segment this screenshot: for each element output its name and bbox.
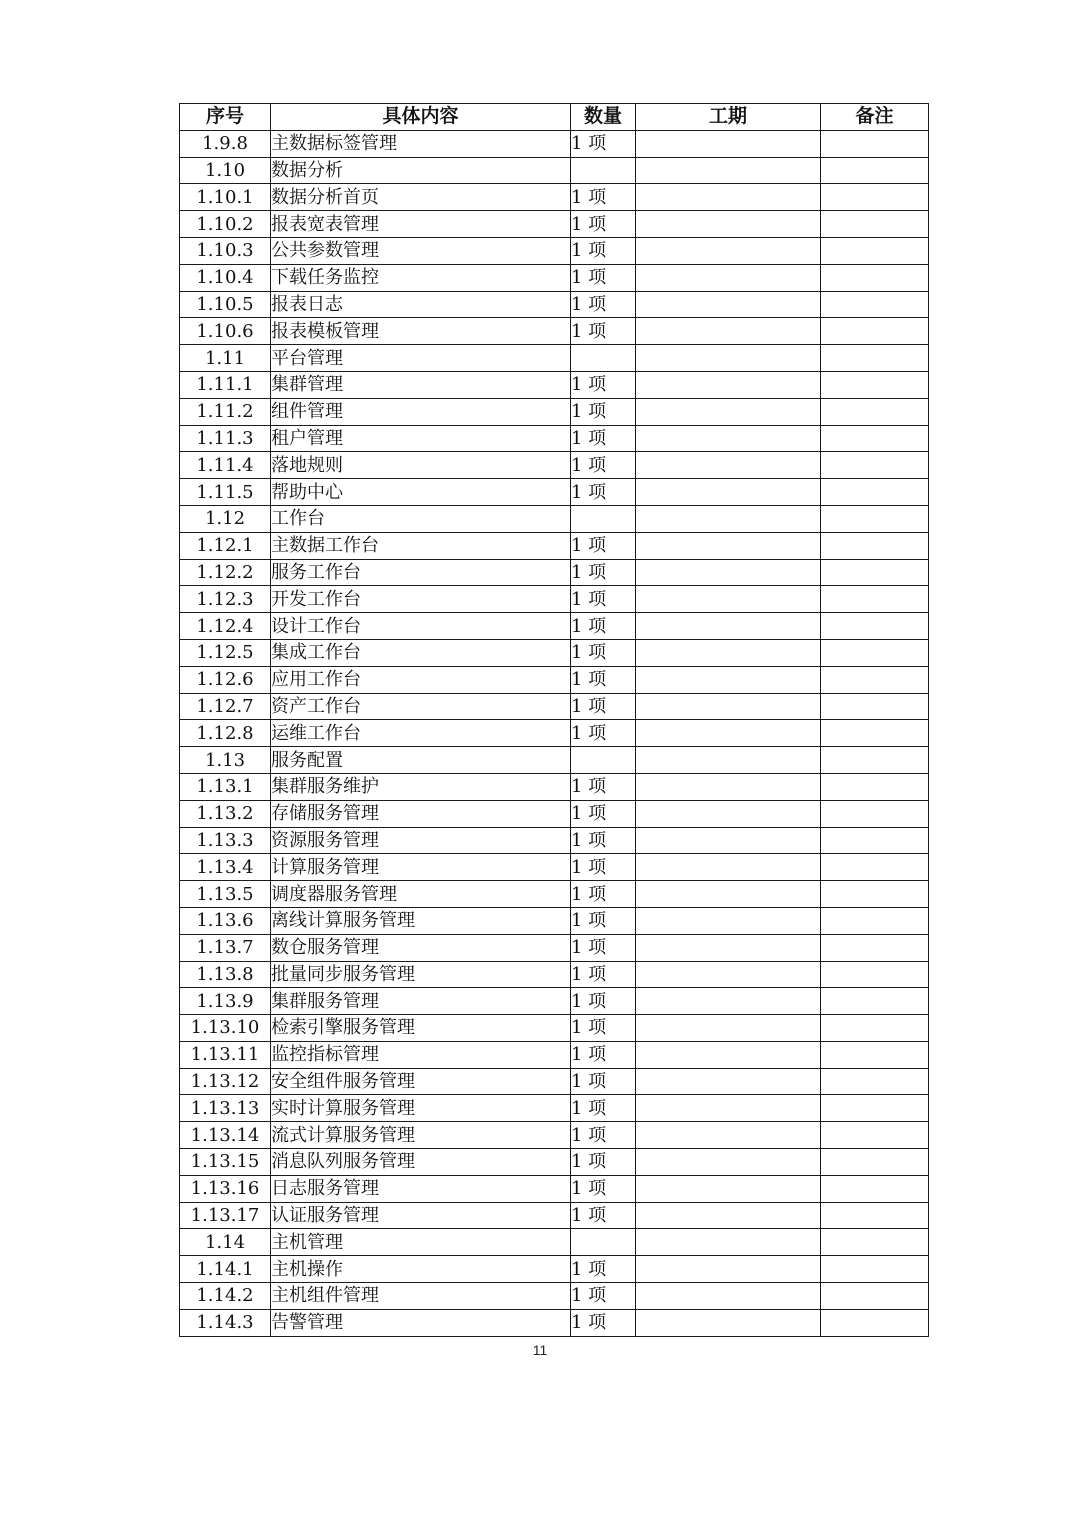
row-content: 集群服务维护 — [271, 773, 571, 800]
row-remarks — [821, 211, 929, 238]
row-quantity: 1 项 — [571, 720, 636, 747]
row-remarks — [821, 505, 929, 532]
header-quantity: 数量 — [571, 104, 636, 131]
table-row — [180, 1015, 929, 1042]
row-serial-number: 1.13.1 — [180, 773, 271, 800]
row-quantity: 1 项 — [571, 854, 636, 881]
row-content: 设计工作台 — [271, 613, 571, 640]
row-content: 调度器服务管理 — [271, 881, 571, 908]
row-serial-number: 1.11.1 — [180, 371, 271, 398]
row-quantity: 1 项 — [571, 1202, 636, 1229]
row-quantity: 1 项 — [571, 586, 636, 613]
table-row — [180, 639, 929, 666]
row-period — [636, 291, 821, 318]
row-period — [636, 237, 821, 264]
table-row — [180, 425, 929, 452]
row-serial-number: 1.12.1 — [180, 532, 271, 559]
row-serial-number: 1.9.8 — [180, 130, 271, 157]
row-period — [636, 988, 821, 1015]
row-quantity: 1 项 — [571, 666, 636, 693]
row-quantity: 1 项 — [571, 291, 636, 318]
row-period — [636, 854, 821, 881]
row-period — [636, 1015, 821, 1042]
row-quantity: 1 项 — [571, 1283, 636, 1310]
row-remarks — [821, 318, 929, 345]
row-remarks — [821, 666, 929, 693]
row-period — [636, 1309, 821, 1336]
row-content: 数据分析 — [271, 157, 571, 184]
row-serial-number: 1.13.6 — [180, 907, 271, 934]
row-serial-number: 1.12.5 — [180, 639, 271, 666]
row-quantity: 1 项 — [571, 264, 636, 291]
row-period — [636, 264, 821, 291]
row-serial-number: 1.13.10 — [180, 1015, 271, 1042]
table-row — [180, 398, 929, 425]
row-content: 日志服务管理 — [271, 1175, 571, 1202]
row-period — [636, 211, 821, 238]
row-quantity: 1 项 — [571, 1015, 636, 1042]
row-remarks — [821, 639, 929, 666]
row-remarks — [821, 345, 929, 372]
row-content: 组件管理 — [271, 398, 571, 425]
row-period — [636, 720, 821, 747]
row-remarks — [821, 130, 929, 157]
row-remarks — [821, 479, 929, 506]
row-period — [636, 479, 821, 506]
row-period — [636, 693, 821, 720]
row-serial-number: 1.11.5 — [180, 479, 271, 506]
row-content: 计算服务管理 — [271, 854, 571, 881]
row-content: 运维工作台 — [271, 720, 571, 747]
table-row — [180, 961, 929, 988]
row-serial-number: 1.13.4 — [180, 854, 271, 881]
row-content: 认证服务管理 — [271, 1202, 571, 1229]
row-remarks — [821, 1041, 929, 1068]
row-serial-number: 1.10 — [180, 157, 271, 184]
table-row — [180, 907, 929, 934]
row-period — [636, 184, 821, 211]
row-content: 主机管理 — [271, 1229, 571, 1256]
row-period — [636, 639, 821, 666]
row-content: 资源服务管理 — [271, 827, 571, 854]
row-quantity: 1 项 — [571, 827, 636, 854]
row-quantity: 1 项 — [571, 1175, 636, 1202]
table-row — [180, 1202, 929, 1229]
table-row — [180, 1095, 929, 1122]
row-remarks — [821, 291, 929, 318]
row-remarks — [821, 237, 929, 264]
row-remarks — [821, 1015, 929, 1042]
table-row — [180, 371, 929, 398]
row-serial-number: 1.13.14 — [180, 1122, 271, 1149]
row-period — [636, 747, 821, 774]
row-quantity: 1 项 — [571, 881, 636, 908]
row-serial-number: 1.11.4 — [180, 452, 271, 479]
row-serial-number: 1.13.9 — [180, 988, 271, 1015]
row-period — [636, 398, 821, 425]
row-serial-number: 1.10.4 — [180, 264, 271, 291]
table-row — [180, 452, 929, 479]
row-serial-number: 1.12.6 — [180, 666, 271, 693]
row-serial-number: 1.12 — [180, 505, 271, 532]
row-content: 报表模板管理 — [271, 318, 571, 345]
table-header — [180, 104, 929, 131]
row-remarks — [821, 854, 929, 881]
row-quantity: 1 项 — [571, 1068, 636, 1095]
row-content: 数仓服务管理 — [271, 934, 571, 961]
row-period — [636, 827, 821, 854]
row-remarks — [821, 371, 929, 398]
row-serial-number: 1.11.3 — [180, 425, 271, 452]
row-remarks — [821, 1175, 929, 1202]
table-row — [180, 586, 929, 613]
table-row — [180, 184, 929, 211]
row-content: 帮助中心 — [271, 479, 571, 506]
row-period — [636, 1041, 821, 1068]
row-quantity: 1 项 — [571, 211, 636, 238]
row-remarks — [821, 1309, 929, 1336]
row-period — [636, 934, 821, 961]
row-content: 集成工作台 — [271, 639, 571, 666]
work-items-table — [179, 103, 929, 1337]
row-quantity: 1 项 — [571, 988, 636, 1015]
row-period — [636, 1175, 821, 1202]
row-serial-number: 1.13.8 — [180, 961, 271, 988]
row-serial-number: 1.12.8 — [180, 720, 271, 747]
row-content: 告警管理 — [271, 1309, 571, 1336]
table-row — [180, 1175, 929, 1202]
row-quantity: 1 项 — [571, 934, 636, 961]
table-row — [180, 211, 929, 238]
row-remarks — [821, 264, 929, 291]
row-period — [636, 559, 821, 586]
row-period — [636, 1068, 821, 1095]
row-quantity: 1 项 — [571, 800, 636, 827]
row-content: 资产工作台 — [271, 693, 571, 720]
table-row — [180, 800, 929, 827]
row-remarks — [821, 773, 929, 800]
row-quantity: 1 项 — [571, 1122, 636, 1149]
row-quantity: 1 项 — [571, 613, 636, 640]
row-serial-number: 1.10.1 — [180, 184, 271, 211]
row-remarks — [821, 1256, 929, 1283]
row-remarks — [821, 1095, 929, 1122]
row-quantity — [571, 345, 636, 372]
row-remarks — [821, 1122, 929, 1149]
row-remarks — [821, 961, 929, 988]
row-period — [636, 613, 821, 640]
table-row — [180, 1283, 929, 1310]
row-period — [636, 1229, 821, 1256]
row-period — [636, 1256, 821, 1283]
row-serial-number: 1.11 — [180, 345, 271, 372]
row-period — [636, 157, 821, 184]
table-row — [180, 693, 929, 720]
table-row — [180, 532, 929, 559]
row-quantity: 1 项 — [571, 1309, 636, 1336]
table-row — [180, 881, 929, 908]
row-period — [636, 881, 821, 908]
row-content: 离线计算服务管理 — [271, 907, 571, 934]
table-row — [180, 1256, 929, 1283]
row-content: 流式计算服务管理 — [271, 1122, 571, 1149]
table-row — [180, 318, 929, 345]
row-remarks — [821, 1068, 929, 1095]
row-serial-number: 1.14.3 — [180, 1309, 271, 1336]
row-remarks — [821, 398, 929, 425]
row-content: 数据分析首页 — [271, 184, 571, 211]
header-period: 工期 — [636, 104, 821, 131]
row-period — [636, 907, 821, 934]
table-row — [180, 988, 929, 1015]
row-remarks — [821, 184, 929, 211]
row-remarks — [821, 1283, 929, 1310]
row-remarks — [821, 934, 929, 961]
row-content: 集群管理 — [271, 371, 571, 398]
row-serial-number: 1.10.5 — [180, 291, 271, 318]
row-content: 公共参数管理 — [271, 237, 571, 264]
row-serial-number: 1.12.7 — [180, 693, 271, 720]
row-remarks — [821, 425, 929, 452]
row-remarks — [821, 881, 929, 908]
row-quantity: 1 项 — [571, 773, 636, 800]
row-quantity: 1 项 — [571, 907, 636, 934]
table-row — [180, 1149, 929, 1176]
row-serial-number: 1.13.11 — [180, 1041, 271, 1068]
row-remarks — [821, 693, 929, 720]
row-remarks — [821, 907, 929, 934]
row-content: 服务工作台 — [271, 559, 571, 586]
row-content: 主机组件管理 — [271, 1283, 571, 1310]
row-serial-number: 1.14.1 — [180, 1256, 271, 1283]
row-serial-number: 1.10.6 — [180, 318, 271, 345]
row-period — [636, 666, 821, 693]
row-period — [636, 318, 821, 345]
row-quantity: 1 项 — [571, 1149, 636, 1176]
row-quantity: 1 项 — [571, 398, 636, 425]
row-content: 开发工作台 — [271, 586, 571, 613]
row-quantity: 1 项 — [571, 425, 636, 452]
row-content: 租户管理 — [271, 425, 571, 452]
row-serial-number: 1.12.3 — [180, 586, 271, 613]
table-row — [180, 1041, 929, 1068]
row-period — [636, 1095, 821, 1122]
row-remarks — [821, 1202, 929, 1229]
row-remarks — [821, 720, 929, 747]
row-serial-number: 1.14.2 — [180, 1283, 271, 1310]
row-quantity: 1 项 — [571, 130, 636, 157]
row-remarks — [821, 586, 929, 613]
table-row — [180, 1122, 929, 1149]
row-content: 存储服务管理 — [271, 800, 571, 827]
row-period — [636, 371, 821, 398]
row-content: 应用工作台 — [271, 666, 571, 693]
row-period — [636, 425, 821, 452]
table-row — [180, 559, 929, 586]
row-period — [636, 452, 821, 479]
table-header-row — [180, 104, 929, 131]
row-period — [636, 961, 821, 988]
row-serial-number: 1.13.2 — [180, 800, 271, 827]
row-content: 主数据工作台 — [271, 532, 571, 559]
row-remarks — [821, 827, 929, 854]
table-row — [180, 613, 929, 640]
row-period — [636, 1149, 821, 1176]
row-serial-number: 1.10.3 — [180, 237, 271, 264]
table-row — [180, 157, 929, 184]
table-row — [180, 773, 929, 800]
row-quantity: 1 项 — [571, 639, 636, 666]
row-period — [636, 586, 821, 613]
table-row — [180, 934, 929, 961]
row-serial-number: 1.13.13 — [180, 1095, 271, 1122]
row-quantity — [571, 747, 636, 774]
row-content: 报表宽表管理 — [271, 211, 571, 238]
row-remarks — [821, 1149, 929, 1176]
row-content: 工作台 — [271, 505, 571, 532]
row-remarks — [821, 452, 929, 479]
row-remarks — [821, 532, 929, 559]
table-row — [180, 747, 929, 774]
row-period — [636, 1283, 821, 1310]
row-serial-number: 1.13.5 — [180, 881, 271, 908]
table-row — [180, 291, 929, 318]
row-quantity: 1 项 — [571, 1095, 636, 1122]
row-quantity: 1 项 — [571, 184, 636, 211]
row-quantity: 1 项 — [571, 559, 636, 586]
row-remarks — [821, 559, 929, 586]
row-quantity: 1 项 — [571, 1256, 636, 1283]
row-content: 实时计算服务管理 — [271, 1095, 571, 1122]
row-period — [636, 505, 821, 532]
row-quantity: 1 项 — [571, 532, 636, 559]
row-quantity — [571, 1229, 636, 1256]
row-serial-number: 1.13.17 — [180, 1202, 271, 1229]
row-period — [636, 1122, 821, 1149]
table-row — [180, 1068, 929, 1095]
row-quantity: 1 项 — [571, 318, 636, 345]
row-serial-number: 1.13.7 — [180, 934, 271, 961]
row-quantity: 1 项 — [571, 961, 636, 988]
row-content: 安全组件服务管理 — [271, 1068, 571, 1095]
row-period — [636, 130, 821, 157]
row-remarks — [821, 1229, 929, 1256]
row-content: 服务配置 — [271, 747, 571, 774]
row-content: 主机操作 — [271, 1256, 571, 1283]
header-content: 具体内容 — [271, 104, 571, 131]
row-quantity: 1 项 — [571, 1041, 636, 1068]
row-content: 落地规则 — [271, 452, 571, 479]
row-serial-number: 1.13.12 — [180, 1068, 271, 1095]
header-remarks: 备注 — [821, 104, 929, 131]
row-remarks — [821, 800, 929, 827]
row-serial-number: 1.13.15 — [180, 1149, 271, 1176]
table-row — [180, 666, 929, 693]
row-content: 批量同步服务管理 — [271, 961, 571, 988]
table-body — [180, 130, 929, 1336]
row-serial-number: 1.12.2 — [180, 559, 271, 586]
row-period — [636, 532, 821, 559]
row-serial-number: 1.13 — [180, 747, 271, 774]
row-content: 监控指标管理 — [271, 1041, 571, 1068]
table-row — [180, 130, 929, 157]
row-content: 集群服务管理 — [271, 988, 571, 1015]
table-row — [180, 827, 929, 854]
header-serial-number: 序号 — [180, 104, 271, 131]
table-row — [180, 237, 929, 264]
row-content: 平台管理 — [271, 345, 571, 372]
table-row — [180, 720, 929, 747]
row-period — [636, 1202, 821, 1229]
table-row — [180, 264, 929, 291]
table-row — [180, 1309, 929, 1336]
row-quantity: 1 项 — [571, 237, 636, 264]
row-period — [636, 345, 821, 372]
table-row — [180, 854, 929, 881]
row-serial-number: 1.10.2 — [180, 211, 271, 238]
table-row — [180, 345, 929, 372]
row-serial-number: 1.13.16 — [180, 1175, 271, 1202]
row-serial-number: 1.12.4 — [180, 613, 271, 640]
row-serial-number: 1.13.3 — [180, 827, 271, 854]
row-content: 下载任务监控 — [271, 264, 571, 291]
row-period — [636, 800, 821, 827]
page-number: 11 — [532, 1342, 548, 1358]
row-quantity: 1 项 — [571, 371, 636, 398]
row-remarks — [821, 988, 929, 1015]
row-remarks — [821, 747, 929, 774]
row-quantity: 1 项 — [571, 479, 636, 506]
row-quantity: 1 项 — [571, 693, 636, 720]
table-row — [180, 505, 929, 532]
row-remarks — [821, 613, 929, 640]
table-row — [180, 479, 929, 506]
row-quantity: 1 项 — [571, 452, 636, 479]
row-content: 主数据标签管理 — [271, 130, 571, 157]
row-content: 消息队列服务管理 — [271, 1149, 571, 1176]
row-content: 检索引擎服务管理 — [271, 1015, 571, 1042]
row-remarks — [821, 157, 929, 184]
row-period — [636, 773, 821, 800]
row-quantity — [571, 157, 636, 184]
row-quantity — [571, 505, 636, 532]
row-serial-number: 1.11.2 — [180, 398, 271, 425]
table-row — [180, 1229, 929, 1256]
row-content: 报表日志 — [271, 291, 571, 318]
row-serial-number: 1.14 — [180, 1229, 271, 1256]
